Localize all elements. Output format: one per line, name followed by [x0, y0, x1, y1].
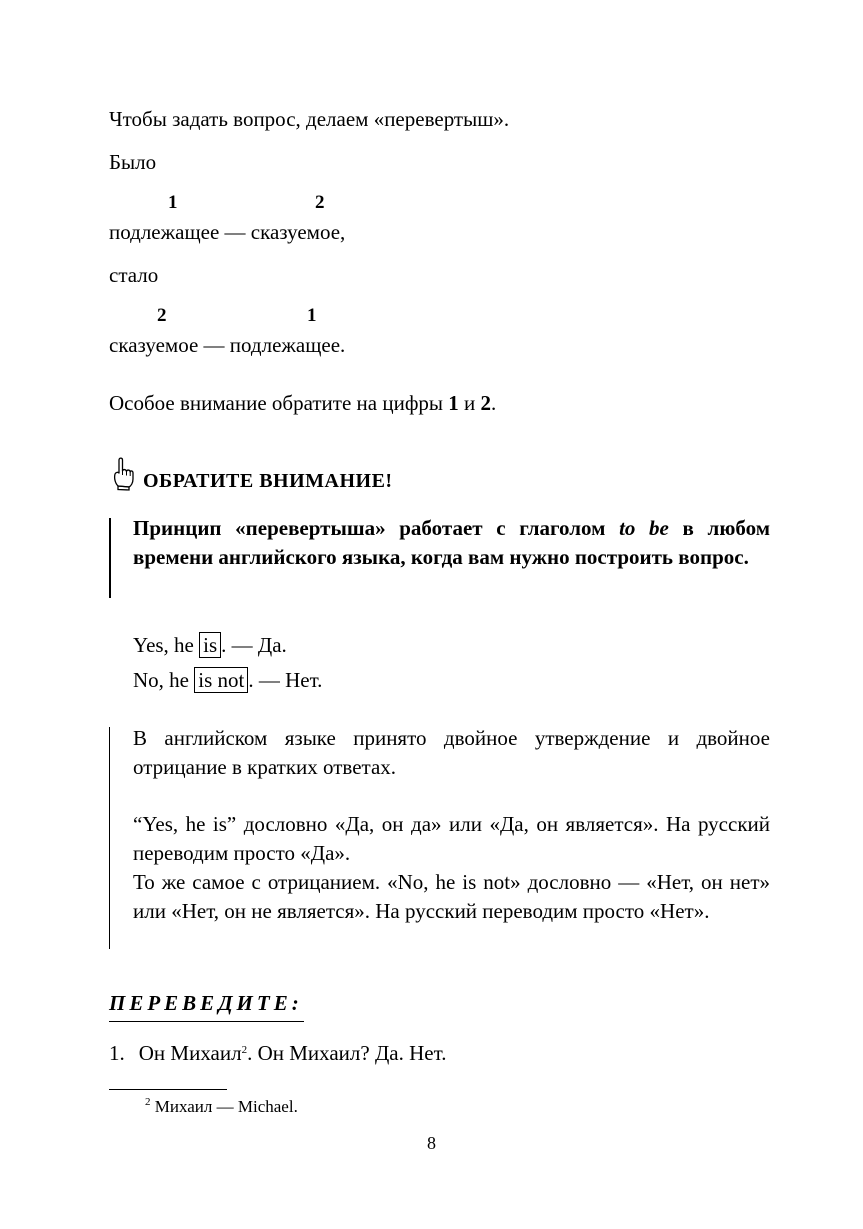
explanation-paragraph-3: То же самое с отрицанием. «No, he is not» дословно — «Нет, он нет» или «Нет, он не является». На русский переводим просто «Нет».	[133, 870, 770, 923]
explanation-paragraph-2: “Yes, he is” дословно «Да, он да» или «Да, он является». На русский переводим просто «Да».	[133, 812, 770, 865]
note-bar	[109, 518, 111, 598]
order1-text: подлежащее — сказуемое,	[109, 220, 346, 244]
footnote-rule	[109, 1089, 227, 1090]
note-rule: Принцип «перевертыша» работает с глаголом to be в любом времени английского языка, когда вам нужно построить вопрос.	[133, 516, 771, 569]
order1-number-b: 2	[315, 192, 325, 213]
exercise-heading: ПЕРЕВЕДИТЕ:	[109, 991, 303, 1015]
page-number: 8	[427, 1133, 436, 1153]
explanation-bar	[109, 727, 110, 949]
footnote: $^2$ Михаил — Michael.	[145, 1096, 298, 1116]
explanation-paragraph-1: В английском языке принято двойное утверждение и двойное отрицание в кратких ответах.	[133, 726, 770, 779]
order2-number-b: 1	[307, 305, 317, 326]
exercise-item: 1. Он Михаил$^2$. Он Михаил? Да. Нет.	[109, 1041, 447, 1065]
intro-text: Чтобы задать вопрос, делаем «перевертыш».	[109, 107, 510, 131]
note-title: ОБРАТИТЕ ВНИМАНИЕ!	[143, 470, 393, 492]
example-no: No, he is not . — Нет.	[133, 668, 323, 692]
was-label: Было	[109, 150, 157, 174]
boxed-verb: is not	[194, 667, 248, 693]
order2-number-a: 2	[157, 305, 167, 326]
order1-number-a: 1	[168, 192, 178, 213]
attention-text: Особое внимание обратите на цифры 1 и 2.	[109, 391, 497, 415]
became-label: стало	[109, 263, 159, 287]
order2-text: сказуемое — подлежащее.	[109, 333, 346, 357]
pointing-hand-icon	[111, 456, 135, 497]
boxed-verb: is	[199, 632, 221, 658]
example-yes: Yes, he is . — Да.	[133, 633, 287, 657]
heading-underline	[109, 1021, 304, 1022]
